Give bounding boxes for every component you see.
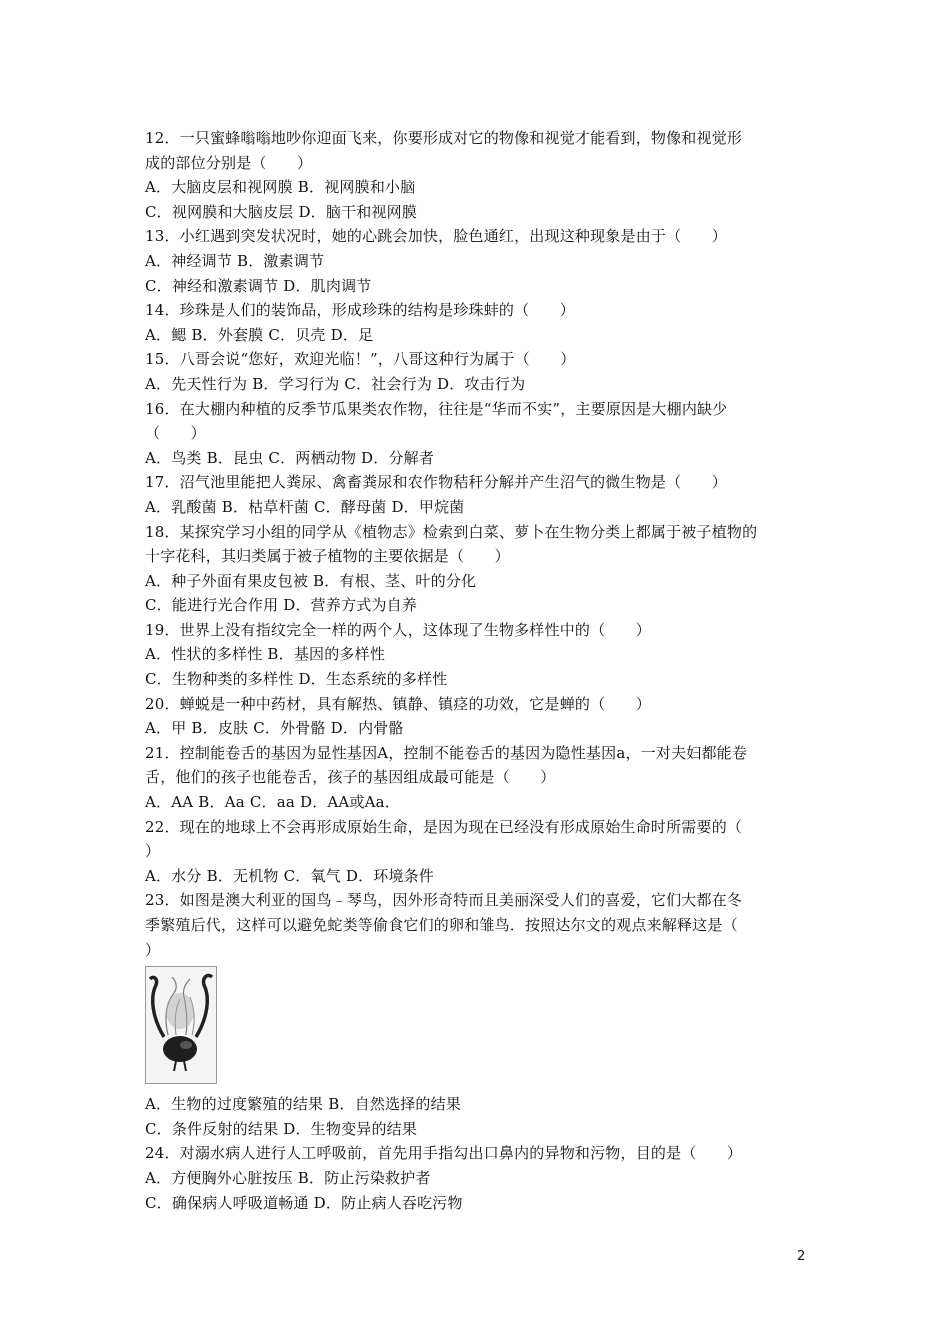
question-12-stem-line-2: 成的部位分别是（ ） [145,153,313,172]
question-23-stem-line-3: ） [145,940,161,959]
question-13-options-line-2: C．神经和激素调节 D．肌肉调节 [145,276,372,295]
question-22-options-line-1: A．水分 B．无机物 C．氧气 D．环境条件 [145,866,435,885]
question-19-options-line-1: A．性状的多样性 B．基因的多样性 [145,645,386,664]
question-21-options-line-1: A．AA B．Aa C．aa D．AA或Aa． [145,793,401,812]
question-15-stem-line-1: 15．八哥会说“您好，欢迎光临！”，八哥这种行为属于（ ） [145,350,576,369]
question-19-stem-line-1: 19．世界上没有指纹完全一样的两个人，这体现了生物多样性中的（ ） [145,620,651,639]
question-20-options-line-1: A．甲 B．皮肤 C．外骨骼 D．内骨骼 [145,719,404,738]
question-18-options-line-2: C．能进行光合作用 D．营养方式为自养 [145,596,418,615]
question-22-stem-line-2: ） [145,842,161,861]
question-17-options-line-1: A．乳酸菌 B．枯草杆菌 C．酵母菌 D．甲烷菌 [145,497,465,516]
question-16-options-line-1: A．鸟类 B．昆虫 C．两栖动物 D．分解者 [145,448,435,467]
question-23-stem-line-1: 23．如图是澳大利亚的国鸟﹣琴鸟，因外形奇特而且美丽深受人们的喜爱，它们大都在冬 [145,891,743,910]
question-13-options-line-1: A．神经调节 B．激素调节 [145,251,325,270]
question-24-stem-line-1: 24．对溺水病人进行人工呼吸前，首先用手指勾出口鼻内的异物和污物，目的是（ ） [145,1144,743,1163]
question-list [145,126,815,1215]
question-18-stem-line-1: 18．某探究学习小组的同学从《植物志》检索到白菜、萝卜在生物分类上都属于被子植物的 [145,522,758,541]
question-23-stem-line-2: 季繁殖后代，这样可以避免蛇类等偷食它们的卵和雏鸟．按照达尔文的观点来解释这是（ [145,916,738,934]
page-number: 2 [797,1249,806,1264]
question-16-stem-line-2: （ ） [145,424,206,443]
question-12-options-line-1: A．大脑皮层和视网膜 B．视网膜和小脑 [145,178,416,197]
question-21-stem-line-2: 舌，他们的孩子也能卷舌，孩子的基因组成最可能是（ ） [145,768,556,787]
question-14-options-line-1: A．鳃 B．外套膜 C．贝壳 D．足 [145,325,374,344]
question-15-options-line-1: A．先天性行为 B．学习行为 C．社会行为 D．攻击行为 [145,374,526,393]
question-24-options-line-1: A．方便胸外心脏按压 B．防止污染救护者 [145,1168,431,1187]
question-19-options-line-2: C．生物种类的多样性 D．生态系统的多样性 [145,670,448,689]
question-22-stem-line-1: 22．现在的地球上不会再形成原始生命，是因为现在已经没有形成原始生命时所需要的（ [145,817,743,836]
question-17-stem-line-1: 17．沼气池里能把人粪尿、禽畜粪尿和农作物秸秆分解并产生沼气的微生物是（ ） [145,473,727,492]
question-12-stem-line-1: 12．一只蜜蜂嗡嗡地吵你迎面飞来，你要形成对它的物像和视觉才能看到，物像和视觉形 [145,129,743,147]
question-12-options-line-2: C．视网膜和大脑皮层 D．脑干和视网膜 [145,202,418,221]
question-14-stem-line-1: 14．珍珠是人们的装饰品，形成珍珠的结构是珍珠蚌的（ ） [145,301,575,320]
question-20-stem-line-1: 20．蝉蜕是一种中药材，具有解热、镇静、镇痉的功效，它是蝉的（ ） [145,694,651,713]
question-24-options-line-2: C．确保病人呼吸道畅通 D．防止病人吞吃污物 [145,1193,463,1212]
question-23-options-line-1: A．生物的过度繁殖的结果 B．自然选择的结果 [145,1095,462,1114]
question-18-options-line-1: A．种子外面有果皮包被 B．有根、茎、叶的分化 [145,571,477,590]
lyrebird-image [145,966,217,1084]
question-21-stem-line-1: 21．控制能卷舌的基因为显性基因A，控制不能卷舌的基因为隐性基因a，一对夫妇都能卷 [145,743,748,762]
question-16-stem-line-1: 16．在大棚内种植的反季节瓜果类农作物，往往是“华而不实”，主要原因是大棚内缺少 [145,399,728,418]
question-18-stem-line-2: 十字花科，其归类属于被子植物的主要依据是（ ） [145,547,510,566]
question-23-options-line-2: C．条件反射的结果 D．生物变异的结果 [145,1119,418,1138]
question-13-stem-line-1: 13．小红遇到突发状况时，她的心跳会加快，脸色通红，出现这种现象是由于（ ） [145,227,727,246]
